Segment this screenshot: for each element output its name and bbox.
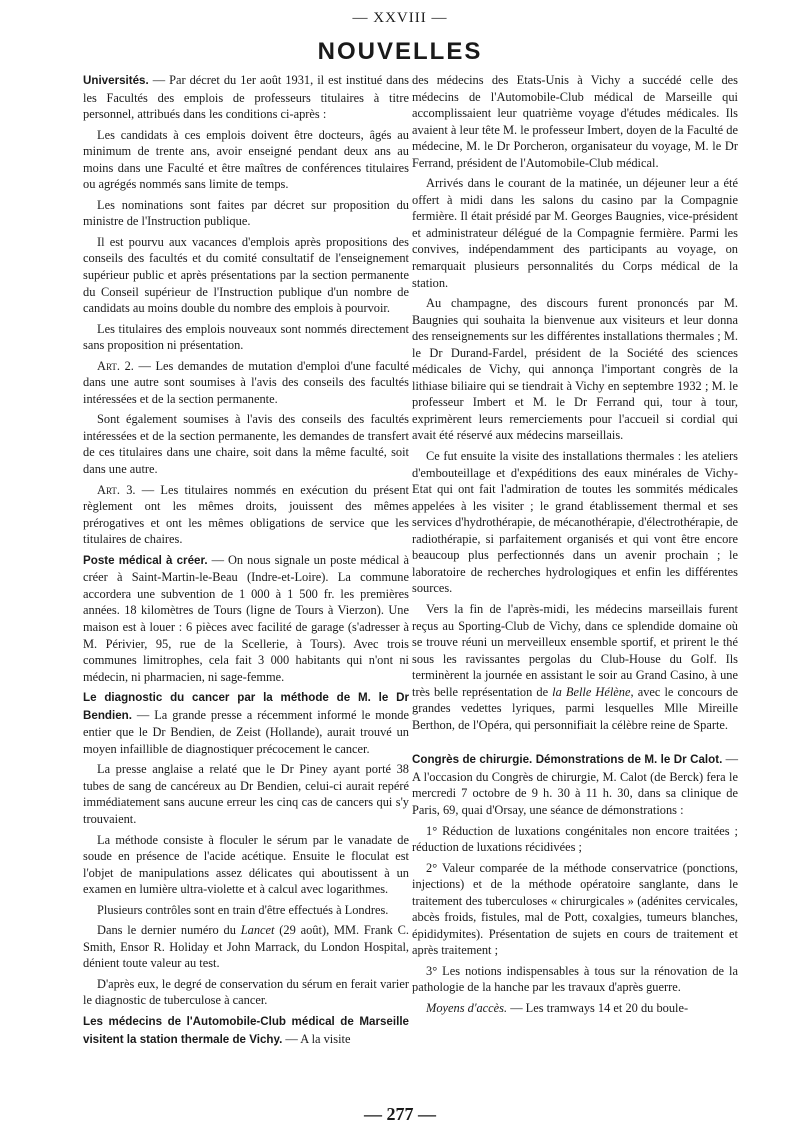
congres-paragraph <box>412 751 738 818</box>
article-3-text: — Les titulaires nommés en exécution du présent règlement ont les mêmes droits, jouissent des mêmes prérogatives et ont les mêmes obligations de service que les titulaires de chaires. <box>83 482 409 547</box>
congres-heading: Congrès de chirurgie. Démonstrations de M. le Dr Calot. <box>412 753 723 767</box>
congres-item-2: 2° Valeur comparée de la méthode conservatrice (ponctions, injections) et de la méthode opératoire sanglante, dans le traitement des tuberculoses « chirurgicales » (adénites cervicales, abcès froids, fistules, mal de Pott, coxalgies, tumeurs blanches, épididymites). Présentation de sujets en cours de traitement et après traitement ; <box>412 860 738 958</box>
universites-heading: Universités. <box>83 74 149 87</box>
congres-item-1: 1° Réduction de luxations congénitales non encore traitées ; réduction de luxations récidivées ; <box>412 823 738 855</box>
universites-candidats: Les candidats à ces emplois doivent être docteurs, âgés au minimum de trente ans, avoir enseigné pendant deux ans au moins dans une Faculté et être maîtres de conférences titulaires ou agrégés nommés sans limite de temps. <box>83 127 409 192</box>
page-number: — 277 — <box>364 1104 436 1124</box>
poste-text: — On nous signale un poste médical à créer à Saint-Martin-le-Beau (Indre-et-Loire). La commune accordera une subvention de 1 000 à 1 500 fr. les premières années. 18 kilomètres de Tours (ligne de Tours à Vierzon). Une maison est à louer : 6 pièces avec facilité de garage (s'adresser à M. Périvier, 95, rue de la Scellerie, à Tours). Avec trois communes limitrophes, cela fait 3 000 habitants qui n'ont ni médecin, ni pharmacien, ni sage-femme. <box>83 552 409 684</box>
vichy-lead: — A la visite <box>282 1031 351 1046</box>
vichy-soiree-text-a: Vers la fin de l'après-midi, les médecins marseillais furent reçus au Sporting-Club de Vichy, dans ce splendide domaine où se trouve réuni un merveilleux ensemble sportif, et prirent le thé sous les ravissantes pergolas du Club-House du Golf. Ils terminèrent la journée en assistant le soir au Grand Casino, à une très belle représentation de <box>412 601 738 699</box>
cancer-controles: Plusieurs contrôles sont en train d'être effectués à Londres. <box>97 902 389 917</box>
universites-titulaires: Les titulaires des emplois nouveaux sont nommés directement sans proposition ni présentation. <box>83 321 409 353</box>
congres-item-3: 3° Les notions indispensables à tous sur la rénovation de la pathologie de la hanche par les travaux d'après guerre. <box>412 963 738 995</box>
page-title: NOUVELLES <box>317 38 483 65</box>
universites-text: — Par décret du 1er août 1931, il est institué dans les Facultés des emplois de professeurs titulaires à titre personnel, attribués dans les conditions ci-après : <box>83 73 409 122</box>
cancer-presse-anglaise: La presse anglaise a relaté que le Dr Piney ayant porté 38 tubes de sang de cancéreux au Dr Bendien, celui-ci aurait repéré immédiatement sans aucune erreur les cinq cas de cancers qui s'y trouvaient. <box>83 762 409 826</box>
cancer-methode: La méthode consiste à floculer le sérum par le vanadate de soude en présence de l'acide acétique. Ensuite le floculat est l'objet de manipulations assez délicates qui aboutissent à un examen en lumière ultra-violette et à calcul avec logarithmes. <box>83 832 409 897</box>
article-2-text: — Les demandes de mutation d'emploi d'une faculté dans une autre sont soumises à l'avis des conseils des facultés intéressées et de la section permanente. <box>83 358 409 406</box>
section-gap <box>412 737 738 751</box>
vichy-heading: Les médecins de l'Automobile-Club médical de Marseille visitent la station thermale de Vichy. <box>83 1014 409 1046</box>
cancer-paragraph <box>83 689 409 757</box>
cancer-text: — La grande presse a récemment informé le monde entier que le Dr Bendien, de Zeist (Hollande), aurait trouvé un moyen infaillible de diagnostiquer précocement le cancer. <box>83 707 409 756</box>
article-2 <box>83 358 409 408</box>
cancer-conservation: D'après eux, le degré de conservation du sérum en ferait varier le diagnostic de tuberculose à cancer. <box>83 976 409 1008</box>
universites-paragraph <box>83 72 409 123</box>
right-column <box>412 72 738 1021</box>
left-column <box>83 72 409 1052</box>
universites-nominations: Les nominations sont faites par décret sur proposition du ministre de l'Instruction publique. <box>83 197 409 229</box>
moyens-text: — Les tramways 14 et 20 du boule- <box>507 1000 689 1015</box>
vichy-soiree <box>412 601 738 733</box>
congres-moyens <box>412 1000 738 1017</box>
cancer-lancet <box>83 922 409 972</box>
cancer-lancet-text-b: (29 août), MM. Frank C. Smith, Ensor R. Holiday et John Marrack, du London Hospital, dénient toute valeur au test. <box>83 923 409 971</box>
vichy-champagne: Au champagne, des discours furent prononcés par M. Baugnies qui souhaita la bienvenue aux visiteurs et leur donna des renseignements sur les différentes installations thermales ; M. le Dr Durand-Fardel, président de la Société des sciences médicales de Vichy, qui annonça l'important congrès de la lithiase biliaire qui se tiendrait à Vichy en septembre 1932 ; M. le professeur Imbert et M. le Dr Ferrand qui, tour à tour, exprimèrent leurs remerciements pour l'accueil si cordial qui avait été réservé aux médecins marseillais. <box>412 296 738 443</box>
vichy-visite: Ce fut ensuite la visite des installations thermales : les ateliers d'embouteillage et d'expéditions des eaux minérales de Vichy-Etat qui ont fait l'admiration de toutes les sommités médicales appelées à les visiter ; le grand établissement thermal et ses services d'hydrothérapie, de mécanothérapie, d'électrothérapie, de radiothérapie, si parfaitement organisés et qui vont être encore beaucoup plus perfectionnés dans un avenir prochain ; le laboratoire de recherches hydrologiques et enfin les différentes sources. <box>412 449 738 596</box>
poste-heading: Poste médical à créer. <box>83 553 208 567</box>
congres-text: — A l'occasion du Congrès de chirurgie, M. Calot (de Berck) fera le mercredi 7 octobre de 9 h. 30 à 11 h. 30, dans sa clinique de Paris, 69, quai d'Orsay, une séance de démonstrations : <box>412 752 738 817</box>
poste-paragraph <box>83 552 409 685</box>
article-2-label: Art. 2. <box>97 358 134 373</box>
cancer-heading: Le diagnostic du cancer par la méthode de M. le Dr Bendien. <box>83 691 409 722</box>
moyens-label: Moyens d'accès. <box>426 1000 508 1015</box>
vichy-paragraph-start <box>83 1013 409 1048</box>
universites-vacances: Il est pourvu aux vacances d'emplois après propositions des conseils des facultés et du comité consultatif de l'enseignement supérieur public et après présentations par la section permanente du Conseil supérieur de l'Instruction publique d'un nombre de candidats au moins double du nombre des emplois à pourvoir. <box>83 234 409 316</box>
article-3 <box>83 482 409 548</box>
vichy-soiree-text-b: , avec le concours de grandes vedettes lyriques, parmi lesquelles Mlle Mireille Berthon, de l'Opéra, qui personnifiait la célèbre reine de Sparte. <box>412 684 738 732</box>
universites-transfert: Sont également soumises à l'avis des conseils des facultés intéressées et de la section permanente, les demandes de transfert de ces titulaires dans une chaire, soit dans la même faculté, soit dans une autre. <box>83 412 409 477</box>
vichy-continuation: des médecins des Etats-Unis à Vichy a succédé celle des médecins de l'Automobile-Club médical de Marseille qui accomplissaient leur quatrième voyage d'études médicales. Ils avaient à leur tête M. le professeur Imbert, doyen de la Faculté de médecine, M. le Dr Porcheron, organisateur du voyage, M. le Dr Ferrand, président de l'Automobile-Club médical. <box>412 73 738 170</box>
lancet-title: Lancet <box>240 923 275 938</box>
article-3-label: Art. 3. <box>97 482 136 497</box>
cancer-lancet-text-a: Dans le dernier numéro du <box>97 923 241 938</box>
belle-helene-title: la Belle Hélène <box>552 684 631 699</box>
roman-page-number: — XXVIII — <box>352 10 448 26</box>
vichy-dejeuner: Arrivés dans le courant de la matinée, un déjeuner leur a été offert à midi dans les salons du casino par la Compagnie fermière. Il était présidé par M. Georges Baugnies, vice-président et administrateur délégué de la Compagnie fermière. Parmi les convives, indépendamment des participants au voyage, on remarquait plusieurs personnalités du Corps médical de la station. <box>412 176 738 290</box>
